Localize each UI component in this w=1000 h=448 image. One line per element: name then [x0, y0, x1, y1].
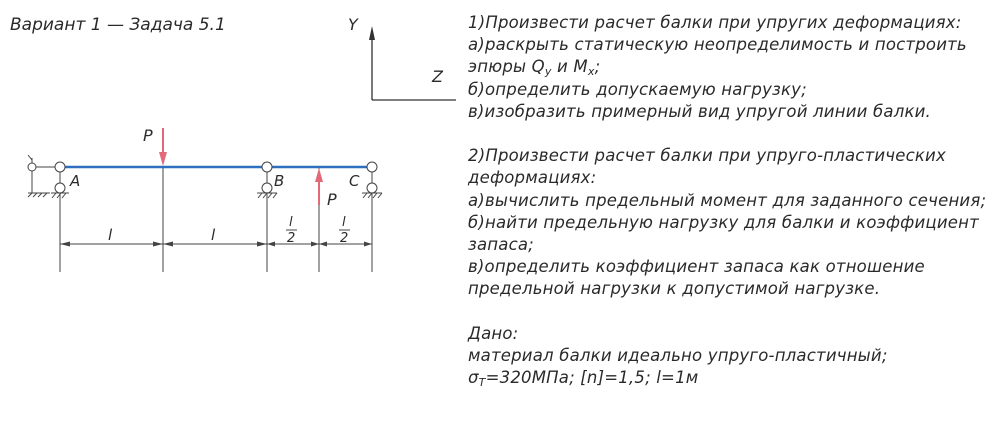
- subscript: y: [544, 65, 552, 79]
- section1-item-c: в)изобразить примерный вид упругой линии балки.: [468, 101, 931, 121]
- section2-item-c-line2: предельной нагрузки к допустимой нагрузке.: [468, 279, 881, 299]
- given-material: материал балки идеально упруго-пластичный;: [468, 345, 888, 365]
- text: =320МПа; [n]=1,5; l=1м: [485, 368, 699, 387]
- force-up-label: P: [327, 190, 337, 209]
- given-values: [468, 367, 996, 389]
- section2-title: 2)Произвести расчет балки при упруго-пластических: [468, 146, 946, 166]
- variant-title: Вариант 1 — Задача 5.1: [10, 15, 226, 35]
- axis-z-label: Z: [432, 67, 443, 86]
- given-title: Дано:: [468, 323, 519, 343]
- section2-item-b-line1: б)найти предельную нагрузку для балки и коэффициент: [468, 212, 979, 232]
- subscript: T: [478, 376, 486, 389]
- section2-item-c-line1: в)определить коэффициент запаса как отношение: [468, 257, 925, 277]
- dim-label-1: l: [108, 226, 113, 244]
- dim-label-4-num: l: [342, 215, 346, 230]
- coordinate-axes: [369, 26, 456, 100]
- text: и M: [551, 57, 588, 77]
- support-b-label: B: [274, 172, 285, 190]
- support-c-label: C: [349, 172, 360, 190]
- text: σ: [468, 368, 479, 387]
- force-down-label: P: [143, 126, 153, 145]
- force-down-arrow: [159, 128, 167, 166]
- section1-item-a-line2: [468, 56, 996, 78]
- dim-label-3-den: 2: [287, 231, 296, 246]
- section1-title: 1)Произвести расчет балки при упругих деформациях:: [468, 13, 962, 32]
- force-up-arrow: [315, 168, 323, 205]
- dim-label-2: l: [211, 226, 216, 244]
- section2-item-a: а)вычислить предельный момент для заданного сечения;: [468, 190, 987, 210]
- section1-item-a-line1: а)раскрыть статическую неопределимость и построить: [468, 35, 967, 55]
- section2-title-line2: деформациях:: [468, 168, 597, 188]
- section1-item-b: б)определить допускаемую нагрузку;: [468, 79, 807, 99]
- text: ;: [594, 57, 601, 77]
- task-text: [468, 12, 996, 389]
- dim-label-4-den: 2: [340, 231, 349, 246]
- section2-item-b-line2: запаса;: [468, 234, 534, 254]
- dim-label-3-num: l: [289, 215, 293, 230]
- axis-y-label: Y: [348, 15, 358, 34]
- support-a: [28, 155, 69, 198]
- reference-lines: [60, 168, 372, 272]
- text: эпюры Q: [468, 57, 545, 77]
- subscript: x: [587, 65, 595, 79]
- support-a-label: A: [70, 172, 81, 190]
